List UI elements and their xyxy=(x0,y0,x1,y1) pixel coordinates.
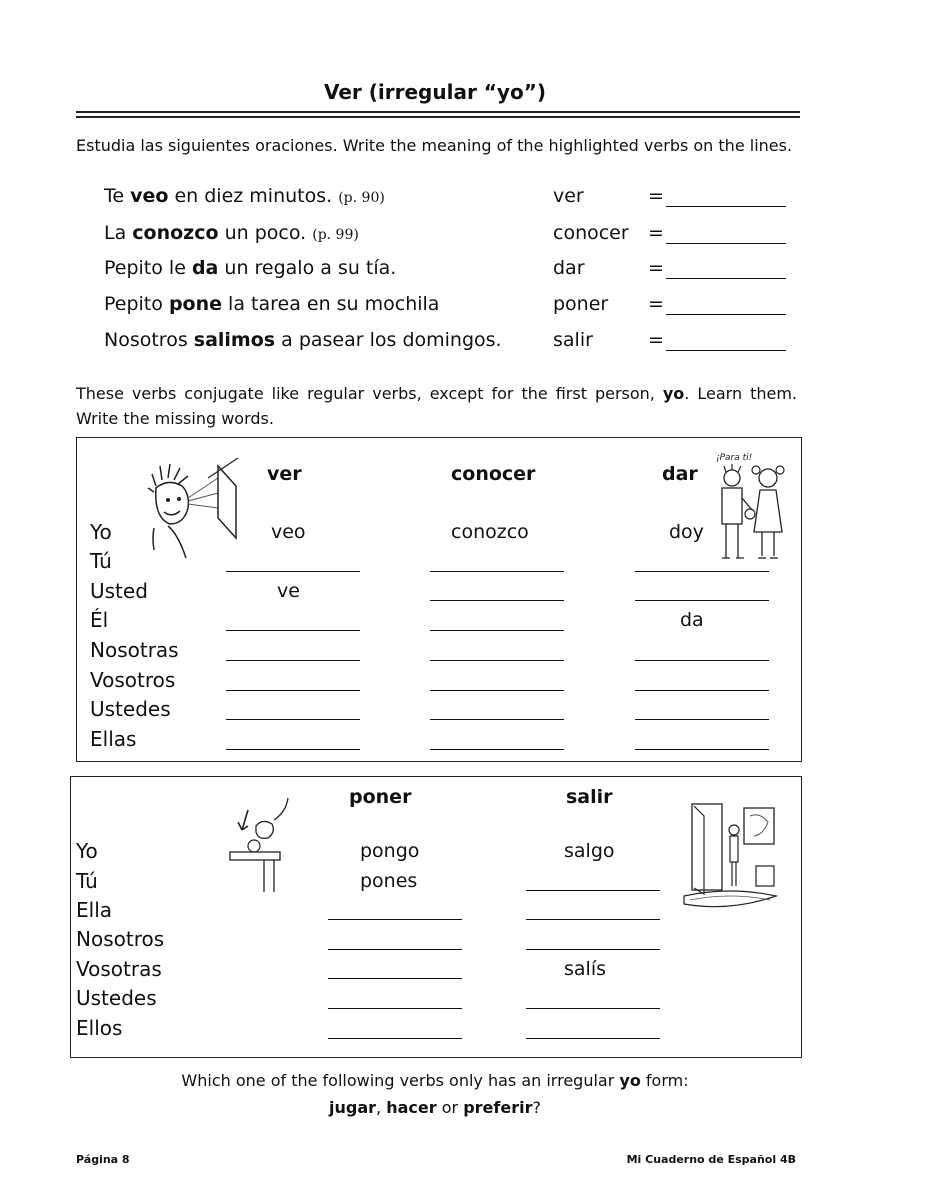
highlighted-verb: salimos xyxy=(193,329,276,351)
pronoun-label: Él xyxy=(90,608,109,632)
blank-tu-conocer[interactable] xyxy=(430,571,564,572)
instructions-conjugate: These verbs conjugate like regular verbs, except for the first person, yo. Learn them. Write the missing words. xyxy=(76,384,797,428)
answer-blank[interactable] xyxy=(666,278,786,279)
pronoun-label: Ustedes xyxy=(76,986,157,1010)
column-header-poner: poner xyxy=(349,786,412,808)
blank-nosotras-ver[interactable] xyxy=(226,660,360,661)
form-usted-ver: ve xyxy=(277,580,300,602)
pronoun-label: Vosotras xyxy=(76,957,162,981)
instructions-meaning: Estudia las siguientes oraciones. Write the meaning of the highlighted verbs on the lines. xyxy=(76,136,793,155)
pronoun-label: Ustedes xyxy=(90,697,171,721)
infinitive-3: dar xyxy=(553,257,585,279)
pronoun-label: Ella xyxy=(76,898,113,922)
blank-ustedes-dar[interactable] xyxy=(635,719,769,720)
blank-vosotros-ver[interactable] xyxy=(226,690,360,691)
sentence-1: Te veo en diez minutos. (p. 90) xyxy=(104,185,385,207)
sentence-2: La conozco un poco. (p. 99) xyxy=(104,222,359,244)
infinitive-4: poner xyxy=(553,293,609,315)
blank-ellas-dar[interactable] xyxy=(635,749,769,750)
highlighted-verb: pone xyxy=(168,293,223,315)
blank-ellas-ver[interactable] xyxy=(226,749,360,750)
infinitive-1: ver xyxy=(553,185,584,207)
answer-blank[interactable] xyxy=(666,206,786,207)
option-jugar: jugar xyxy=(329,1098,377,1117)
column-header-conocer: conocer xyxy=(451,463,536,485)
answer-blank[interactable] xyxy=(666,243,786,244)
blank-tu-salir[interactable] xyxy=(526,890,660,891)
option-hacer: hacer xyxy=(386,1098,437,1117)
form-yo-dar: doy xyxy=(669,521,704,543)
equals-sign: = xyxy=(648,222,664,244)
blank-tu-dar[interactable] xyxy=(635,571,769,572)
blank-nosotras-dar[interactable] xyxy=(635,660,769,661)
sentence-3: Pepito le da un regalo a su tía. xyxy=(104,257,397,279)
highlighted-verb: veo xyxy=(130,185,169,207)
infinitive-2: conocer xyxy=(553,222,629,244)
blank-usted-dar[interactable] xyxy=(635,600,769,601)
question-line-2: jugar, hacer or preferir? xyxy=(329,1098,541,1117)
blank-ella-poner[interactable] xyxy=(328,919,462,920)
blank-ustedes-poner[interactable] xyxy=(328,1008,462,1009)
pronoun-label: Nosotros xyxy=(76,927,165,951)
sentence-5: Nosotros salimos a pasear los domingos. xyxy=(104,329,502,351)
column-header-dar: dar xyxy=(662,463,698,485)
pronoun-label: Ellos xyxy=(76,1016,123,1040)
blank-el-ver[interactable] xyxy=(226,630,360,631)
pronoun-label: Yo xyxy=(90,520,112,544)
blank-ellas-conocer[interactable] xyxy=(430,749,564,750)
column-header-salir: salir xyxy=(566,786,613,808)
form-yo-conocer: conozco xyxy=(451,521,529,543)
infinitive-5: salir xyxy=(553,329,593,351)
blank-usted-conocer[interactable] xyxy=(430,600,564,601)
kids-gift-illustration xyxy=(706,450,792,568)
blank-tu-ver[interactable] xyxy=(226,571,360,572)
highlighted-verb: da xyxy=(191,257,219,279)
equals-sign: = xyxy=(648,185,664,207)
blank-nosotros-salir[interactable] xyxy=(526,949,660,950)
highlighted-verb: conozco xyxy=(132,222,219,244)
blank-nosotras-conocer[interactable] xyxy=(430,660,564,661)
form-tu-poner: pones xyxy=(360,870,418,892)
pronoun-label: Ellas xyxy=(90,727,137,751)
blank-ustedes-conocer[interactable] xyxy=(430,719,564,720)
page-title: Ver (irregular “yo”) xyxy=(323,80,546,104)
equals-sign: = xyxy=(648,257,664,279)
blank-ustedes-salir[interactable] xyxy=(526,1008,660,1009)
page-reference: (p. 90) xyxy=(338,190,385,206)
blank-ella-salir[interactable] xyxy=(526,919,660,920)
form-el-dar: da xyxy=(680,609,704,631)
question-line-1: Which one of the following verbs only has an irregular yo form: xyxy=(181,1071,689,1090)
blank-ellos-poner[interactable] xyxy=(328,1038,462,1039)
form-vosotras-salir: salís xyxy=(564,958,606,980)
pronoun-label: Tú xyxy=(90,549,112,573)
form-yo-ver: veo xyxy=(271,521,306,543)
page-number: Página 8 xyxy=(76,1153,130,1166)
blank-vosotras-poner[interactable] xyxy=(328,978,462,979)
pronoun-label: Usted xyxy=(90,579,148,603)
option-preferir: preferir xyxy=(463,1098,533,1117)
form-yo-salir: salgo xyxy=(564,840,615,862)
form-yo-poner: pongo xyxy=(360,840,420,862)
equals-sign: = xyxy=(648,329,664,351)
hand-placing-apple-illustration xyxy=(228,796,294,894)
pronoun-label: Yo xyxy=(76,839,98,863)
answer-blank[interactable] xyxy=(666,314,786,315)
blank-el-conocer[interactable] xyxy=(430,630,564,631)
blank-ustedes-ver[interactable] xyxy=(226,719,360,720)
page-reference: (p. 99) xyxy=(312,227,359,243)
column-header-ver: ver xyxy=(267,463,302,485)
boy-looking-illustration xyxy=(148,458,240,566)
pronoun-label: Vosotros xyxy=(90,668,176,692)
book-title: Mi Cuaderno de Español 4B xyxy=(626,1153,796,1166)
sentence-4: Pepito pone la tarea en su mochila xyxy=(104,293,440,315)
pronoun-label: Nosotras xyxy=(90,638,179,662)
pronoun-label: Tú xyxy=(76,869,98,893)
blank-vosotros-dar[interactable] xyxy=(635,690,769,691)
blank-nosotros-poner[interactable] xyxy=(328,949,462,950)
boy-leaving-door-illustration xyxy=(684,800,778,912)
blank-vosotros-conocer[interactable] xyxy=(430,690,564,691)
title-divider xyxy=(76,111,800,113)
equals-sign: = xyxy=(648,293,664,315)
answer-blank[interactable] xyxy=(666,350,786,351)
title-divider-double xyxy=(76,116,800,118)
speech-bubble-text: ¡Para ti! xyxy=(716,453,753,463)
blank-ellos-salir[interactable] xyxy=(526,1038,660,1039)
